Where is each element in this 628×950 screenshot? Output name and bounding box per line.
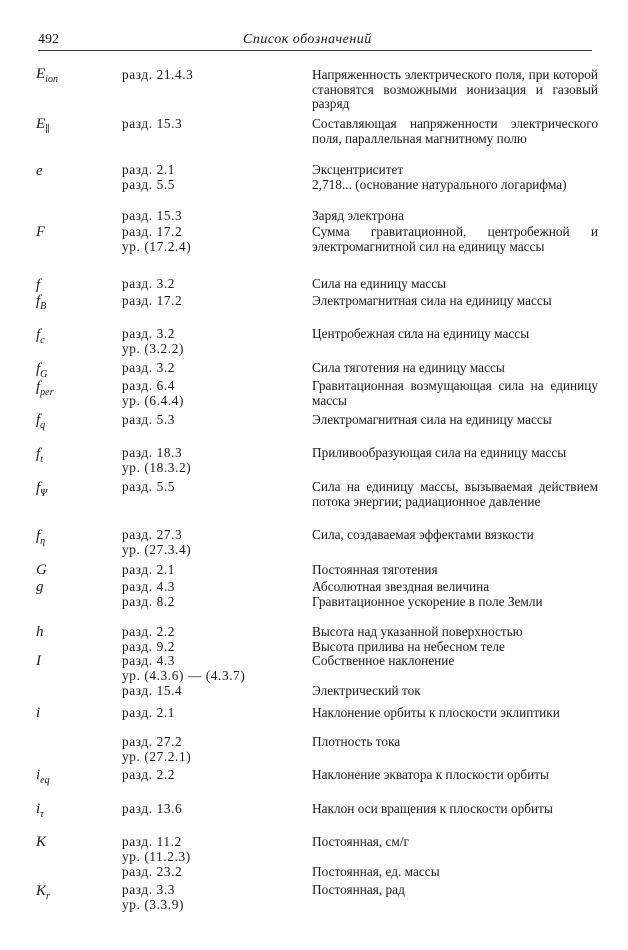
entry-description: Сила на единицу массы: [312, 276, 447, 291]
entry-description: Электрический ток: [312, 683, 421, 698]
entry-symbol: $f_{per}$: [36, 379, 54, 398]
entry-symbol: $f_q$: [36, 412, 46, 431]
entry-description: Наклонение орбиты к плоскости эклиптики: [312, 705, 560, 720]
entry-symbol: $i_\tau$: [36, 801, 44, 820]
entry-description: Постоянная тяготения: [312, 562, 438, 577]
entry-description: Плотность тока: [312, 734, 401, 749]
entry-symbol: f: [36, 277, 41, 293]
entry-description: Приливообразующая сила на единицу массы: [312, 445, 567, 460]
entry-reference: разд. 13.6: [122, 801, 183, 816]
entry-description: Высота над указанной поверхностью Высота прилива на небесном теле: [312, 624, 523, 654]
entry-symbol: $E_{ion}$: [36, 66, 58, 85]
entry-description: Составляющая напряженности электрического поля, параллельная магнитному полю: [312, 116, 598, 146]
entry-description: Абсолютная звездная величина Гравитационное ускорение в поле Земли: [312, 579, 543, 609]
entry-reference: разд. 27.3 ур. (27.3.4): [122, 527, 192, 557]
entry-reference: разд. 15.3: [122, 116, 183, 131]
entry-reference: разд. 3.2 ур. (3.2.2): [122, 326, 184, 356]
entry-symbol: $f_B$: [36, 293, 47, 312]
entry-symbol: F: [36, 224, 46, 240]
entry-reference: разд. 2.2: [122, 767, 175, 782]
entry-reference: разд. 4.3 ур. (4.3.6) — (4.3.7): [122, 653, 246, 683]
entry-reference: разд. 15.4: [122, 683, 183, 698]
entry-reference: разд. 21.4.3: [122, 67, 194, 82]
entry-symbol: K: [36, 834, 47, 850]
entry-description: Сила тяготения на единицу массы: [312, 360, 505, 375]
entry-reference: разд. 2.2 разд. 9.2: [122, 624, 175, 654]
entry-symbol: g: [36, 579, 44, 595]
entry-symbol: $f_\Psi$: [36, 480, 48, 499]
entry-symbol: I: [36, 653, 41, 669]
entry-description: Наклонение экватора к плоскости орбиты: [312, 767, 549, 782]
page-title: Список обозначений: [243, 32, 372, 47]
entry-reference: разд. 15.3: [122, 208, 183, 223]
entry-reference: разд. 17.2: [122, 293, 183, 308]
entry-description: Напряженность электрического поля, при которой становятся возможными ионизация и газовый разряд: [312, 67, 598, 112]
entry-symbol: $i_{eq}$: [36, 767, 50, 786]
entry-reference: разд. 5.5: [122, 479, 175, 494]
entry-symbol: $f_\eta$: [36, 528, 46, 547]
entry-symbol: h: [36, 624, 44, 640]
entry-reference: разд. 3.2: [122, 360, 175, 375]
entry-reference: разд. 3.3 ур. (3.3.9): [122, 882, 184, 912]
entry-description: Собственное наклонение: [312, 653, 455, 668]
entry-reference: разд. 2.1 разд. 5.5: [122, 162, 175, 192]
entry-reference: разд. 23.2: [122, 864, 183, 879]
entry-description: Электромагнитная сила на единицу массы: [312, 293, 552, 308]
entry-description: Сила на единицу массы, вызываемая действием потока энергии; радиационное давление: [312, 479, 598, 509]
entry-reference: разд. 5.3: [122, 412, 175, 427]
entry-symbol: $f_G$: [36, 361, 48, 380]
entry-description: Центробежная сила на единицу массы: [312, 326, 530, 341]
entry-reference: разд. 3.2: [122, 276, 175, 291]
entry-description: Электромагнитная сила на единицу массы: [312, 412, 552, 427]
entry-reference: разд. 18.3 ур. (18.3.2): [122, 445, 192, 475]
entry-description: Постоянная, см/г: [312, 834, 409, 849]
entry-reference: разд. 27.2 ур. (27.2.1): [122, 734, 192, 764]
entry-description: Постоянная, рад: [312, 882, 405, 897]
entry-description: Сумма гравитационной, центробежной и электромагнитной сил на единицу массы: [312, 224, 598, 254]
entry-symbol: $f_c$: [36, 327, 45, 346]
entry-reference: разд. 2.1: [122, 705, 175, 720]
entry-reference: разд. 4.3 разд. 8.2: [122, 579, 175, 609]
entry-description: Эксцентриситет 2,718... (основание натурального логарифма): [312, 162, 567, 192]
entry-symbol: e: [36, 163, 43, 179]
entry-reference: разд. 17.2 ур. (17.2.4): [122, 224, 192, 254]
entry-reference: разд. 2.1: [122, 562, 175, 577]
entry-reference: разд. 11.2 ур. (11.2.3): [122, 834, 191, 864]
entry-symbol: i: [36, 705, 41, 721]
entry-description: Гравитационная возмущающая сила на единицу массы: [312, 378, 598, 408]
entry-description: Заряд электрона: [312, 208, 404, 223]
page-number: 492: [38, 32, 59, 47]
entry-description: Наклон оси вращения к плоскости орбиты: [312, 801, 553, 816]
entry-symbol: $K_r$: [36, 883, 50, 902]
entry-symbol: $E_\parallel$: [36, 116, 50, 135]
entry-symbol: $f_t$: [36, 446, 43, 465]
entry-description: Сила, создаваемая эффектами вязкости: [312, 527, 534, 542]
entry-reference: разд. 6.4 ур. (6.4.4): [122, 378, 184, 408]
entry-description: Постоянная, ед. массы: [312, 864, 440, 879]
entry-symbol: G: [36, 562, 47, 578]
